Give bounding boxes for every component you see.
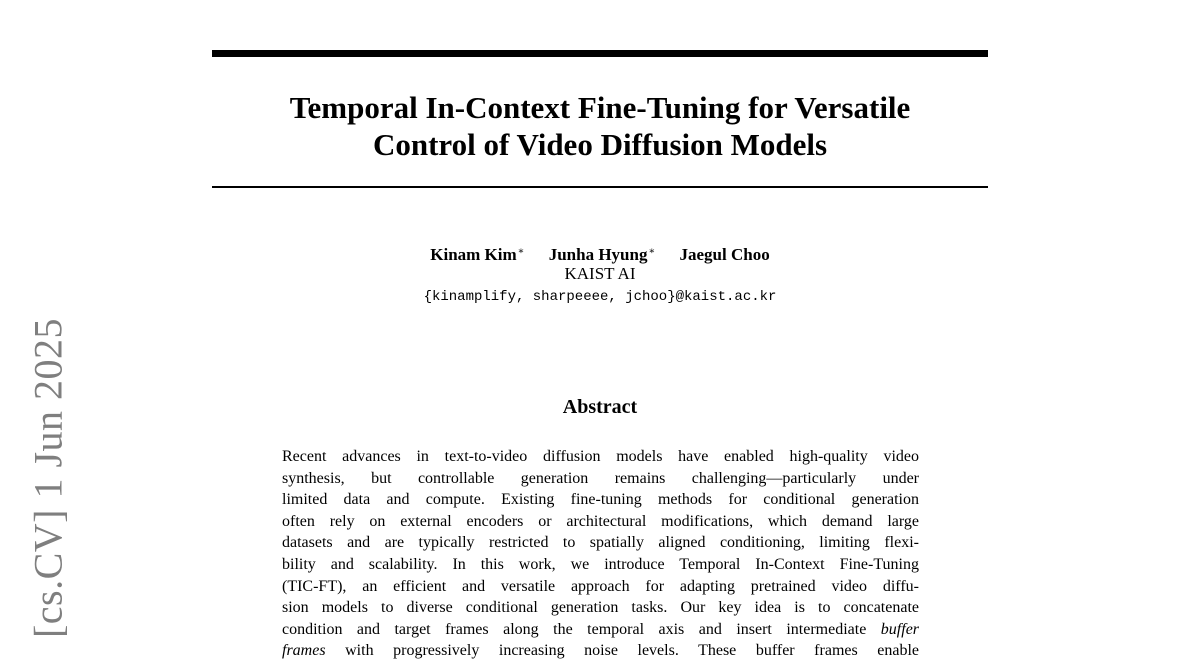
abstract-line: sion models to diverse conditional generation tasks. Our key idea is to concatenate <box>282 599 919 617</box>
abstract-line: limited data and compute. Existing fine-tuning methods for conditional generation <box>282 491 919 509</box>
abstract-heading: Abstract <box>562 396 638 418</box>
abstract-emphasis: buffer <box>880 620 920 638</box>
title-top-rule <box>212 50 988 57</box>
abstract-line: often rely on external encoders or architectural modifications, which demand large <box>282 512 919 530</box>
abstract-line: (TIC-FT), an efficient and versatile approach for adapting pretrained video diffu- <box>282 577 919 595</box>
abstract-line <box>282 619 919 641</box>
title-bottom-rule <box>212 186 988 188</box>
author <box>430 245 524 264</box>
abstract-line: bility and scalability. In this work, we introduce Temporal In-Context Fine-Tuning <box>282 555 919 573</box>
author <box>549 245 656 264</box>
abstract-body <box>282 446 919 662</box>
abstract-emphasis: frames <box>282 642 326 660</box>
abstract-line <box>282 640 919 662</box>
abstract-line: datasets and are typically restricted to spatially aligned conditioning, limiting flexi- <box>282 534 919 552</box>
affiliation: KAIST AI <box>564 264 636 283</box>
arxiv-stamp: [cs.CV] 1 Jun 2025 <box>25 317 71 639</box>
author-name: Junha Hyung <box>548 245 648 264</box>
paper-title <box>212 89 988 163</box>
author-name: Kinam Kim <box>430 245 517 264</box>
abstract-line: Recent advances in text-to-video diffusion models have enabled high-quality video <box>282 448 919 465</box>
author-emails: {kinamplify, sharpeeee, jchoo}@kaist.ac.kr <box>423 289 777 305</box>
abstract-line: synthesis, but controllable generation remains challenging—particularly under <box>282 469 919 487</box>
abstract-text: condition and target frames along the temporal axis and insert intermediate <box>282 620 867 638</box>
equal-contribution-mark: ∗ <box>648 246 656 257</box>
author-name: Jaegul Choo <box>679 245 770 264</box>
title-line: Control of Video Diffusion Models <box>372 127 828 162</box>
author <box>680 245 770 264</box>
title-line: Temporal In-Context Fine-Tuning for Versatile <box>289 90 911 125</box>
abstract-text: with progressively increasing noise levels. These buffer frames enable <box>345 642 920 660</box>
equal-contribution-mark: ∗ <box>517 246 525 257</box>
